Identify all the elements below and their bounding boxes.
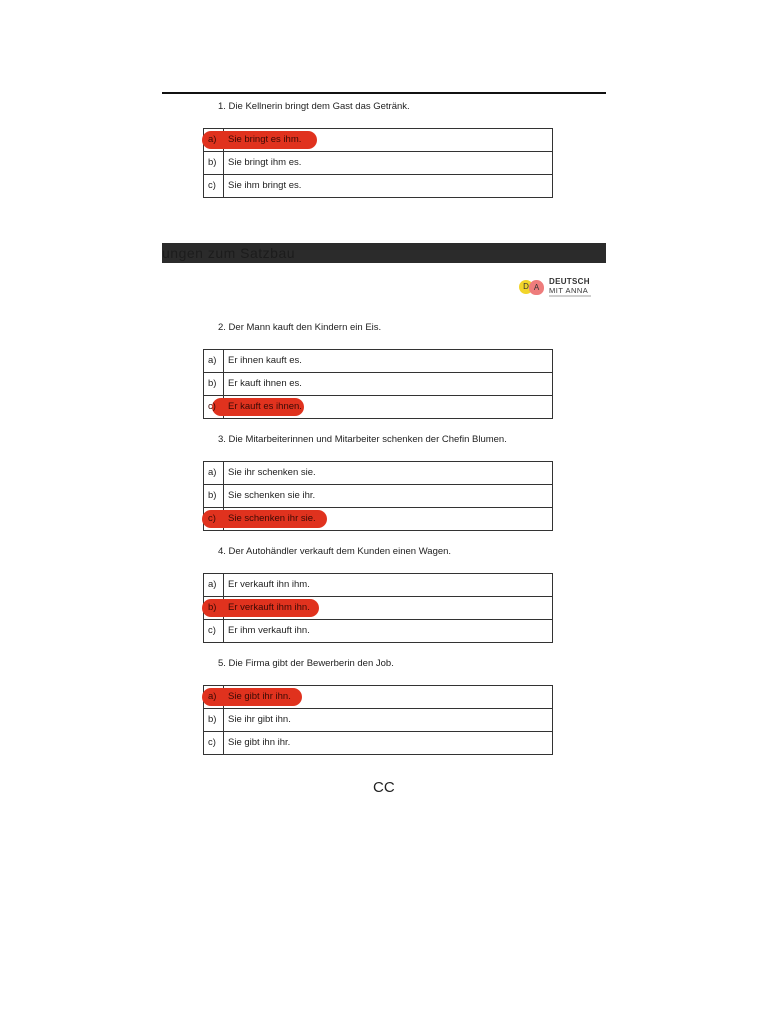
section-heading: ungen zum Satzbau xyxy=(162,245,296,261)
answer-row[interactable] xyxy=(204,372,552,395)
answer-text: Sie schenken sie ihr. xyxy=(228,490,316,501)
question-3-prompt: 3. Die Mitarbeiterinnen und Mitarbeiter schenken der Chefin Blumen. xyxy=(218,434,507,445)
question-5-answers xyxy=(203,685,553,755)
answer-row[interactable] xyxy=(204,129,552,151)
answer-row[interactable] xyxy=(204,619,552,642)
answer-text: Sie bringt ihm es. xyxy=(228,157,302,168)
answer-row[interactable] xyxy=(204,151,552,174)
answer-row[interactable] xyxy=(204,731,552,754)
answer-text: Er verkauft ihn ihm. xyxy=(228,579,310,590)
answer-text: Er kauft ihnen es. xyxy=(228,378,302,389)
top-rule xyxy=(162,92,606,94)
logo-tagline-line xyxy=(549,295,591,297)
question-3-answers xyxy=(203,461,553,531)
answer-letter: b) xyxy=(208,157,217,168)
answer-row[interactable] xyxy=(204,462,552,484)
answer-letter: b) xyxy=(208,490,217,501)
answer-letter: a) xyxy=(208,355,217,366)
answer-text: Er verkauft ihm ihn. xyxy=(228,602,310,613)
logo-a-heart-icon: A xyxy=(529,280,544,295)
deutsch-mit-anna-logo xyxy=(519,277,595,301)
answer-letter: a) xyxy=(208,134,217,145)
answer-text: Er ihm verkauft ihn. xyxy=(228,625,310,636)
answer-text: Sie ihr schenken sie. xyxy=(228,467,316,478)
answer-row[interactable] xyxy=(204,596,552,619)
logo-text-line1: DEUTSCH xyxy=(549,277,590,286)
answer-letter: c) xyxy=(208,737,216,748)
answer-text: Sie ihr gibt ihn. xyxy=(228,714,291,725)
answer-letter: b) xyxy=(208,378,217,389)
logo-text-line2: MIT ANNA xyxy=(549,286,589,295)
question-1-answers xyxy=(203,128,553,198)
answer-row[interactable] xyxy=(204,574,552,596)
answer-letter: b) xyxy=(208,602,217,613)
answer-letter: c) xyxy=(208,625,216,636)
answer-text: Er kauft es ihnen. xyxy=(228,401,302,412)
answer-row[interactable] xyxy=(204,484,552,507)
answer-letter: b) xyxy=(208,714,217,725)
question-2-prompt: 2. Der Mann kauft den Kindern ein Eis. xyxy=(218,322,382,333)
answer-letter: c) xyxy=(208,401,216,412)
question-2-answers xyxy=(203,349,553,419)
answer-letter: a) xyxy=(208,579,217,590)
answer-text: Sie ihm bringt es. xyxy=(228,180,302,191)
answer-row[interactable] xyxy=(204,174,552,197)
answer-text: Er ihnen kauft es. xyxy=(228,355,302,366)
answer-row[interactable] xyxy=(204,686,552,708)
answer-letter: c) xyxy=(208,513,216,524)
question-4-answers xyxy=(203,573,553,643)
logo-d-icon: D xyxy=(519,280,533,294)
question-4-prompt: 4. Der Autohändler verkauft dem Kunden einen Wagen. xyxy=(218,546,452,557)
answer-row[interactable] xyxy=(204,395,552,418)
answer-text: Sie bringt es ihm. xyxy=(228,134,302,145)
answer-row[interactable] xyxy=(204,350,552,372)
question-1-prompt: 1. Die Kellnerin bringt dem Gast das Getränk. xyxy=(218,101,410,112)
answer-text: Sie schenken ihr sie. xyxy=(228,513,316,524)
answer-row[interactable] xyxy=(204,507,552,530)
answer-text: Sie gibt ihr ihn. xyxy=(228,691,291,702)
answer-row[interactable] xyxy=(204,708,552,731)
section-heading-bar xyxy=(162,243,606,263)
answer-letter: a) xyxy=(208,691,217,702)
answer-text: Sie gibt ihn ihr. xyxy=(228,737,291,748)
question-5-prompt: 5. Die Firma gibt der Bewerberin den Job. xyxy=(218,658,394,669)
answer-letter: a) xyxy=(208,467,217,478)
footer-cc: CC xyxy=(373,779,395,796)
answer-letter: c) xyxy=(208,180,216,191)
